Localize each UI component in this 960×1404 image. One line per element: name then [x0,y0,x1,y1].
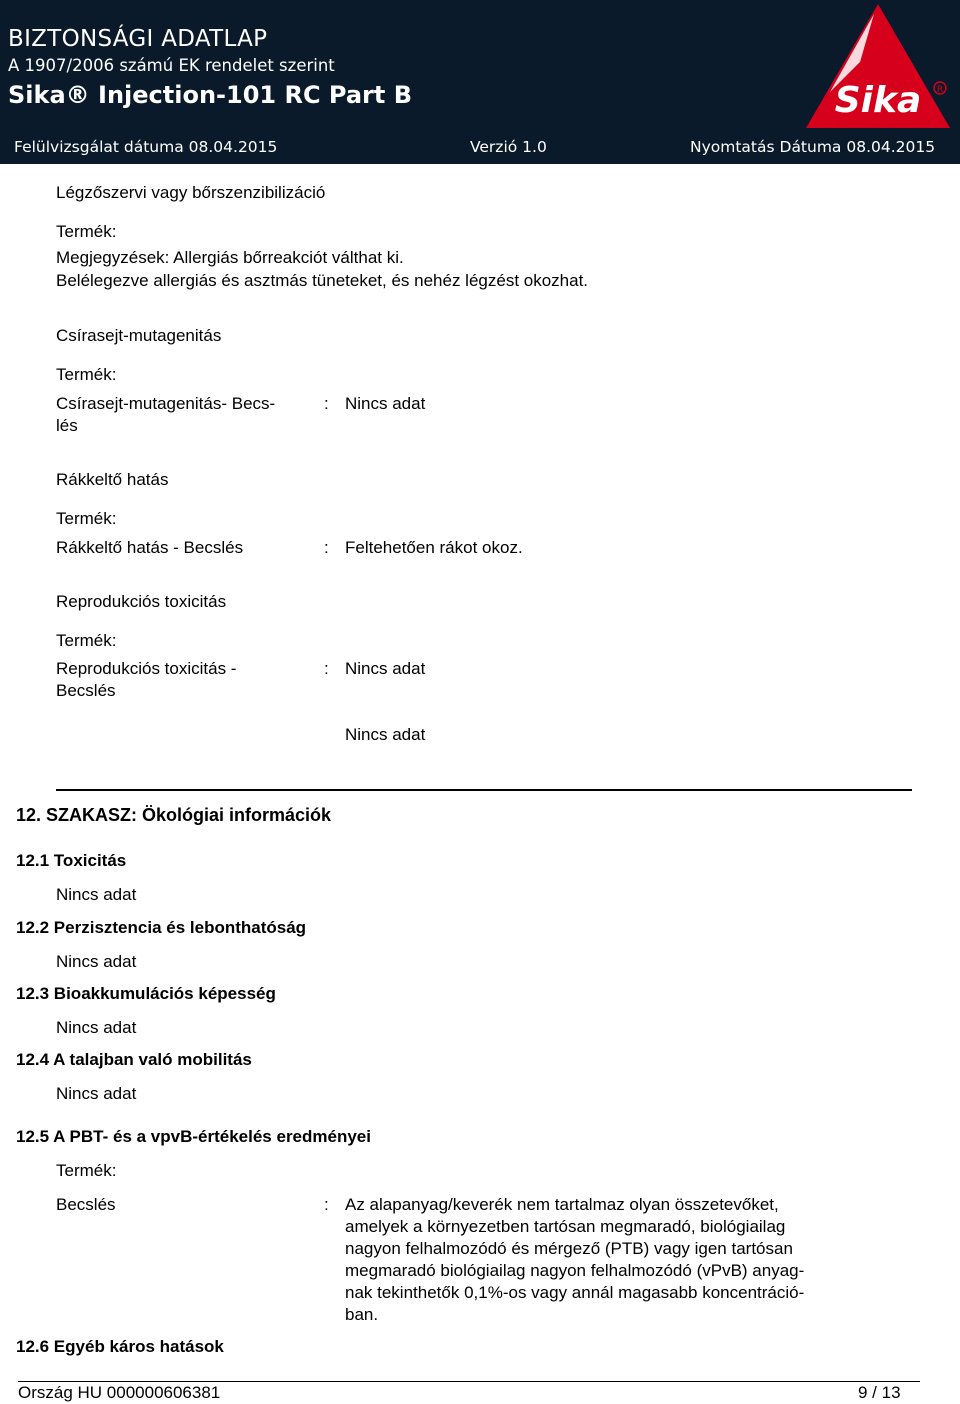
toxicity-heading: 12.1 Toxicitás [16,851,127,870]
repro-heading: Reprodukciós toxicitás [56,592,227,611]
document-header [0,0,960,164]
resp-product-label: Termék: [56,222,117,241]
pbt-label: Becslés [56,1195,116,1214]
bioaccumulation-value: Nincs adat [56,1018,137,1037]
resp-heading: Légzőszervi vagy bőrszenzibilizáció [56,183,326,202]
pbt-heading: 12.5 A PBT- és a vpvB-értékelés eredményei [16,1127,371,1146]
footer-page-number: 9 / 13 [858,1383,901,1402]
pbt-colon: : [324,1195,329,1214]
pbt-value [345,1194,875,1326]
pbt-value-line: megmaradó biológiailag nagyon felhalmozódó (vPvB) anyag- [345,1261,805,1280]
svg-text:R: R [936,85,944,95]
sika-logo [800,0,960,136]
resp-note-line2: Belélegezve allergiás és asztmás tüneteket, és nehéz légzést okozhat. [56,271,589,290]
persistence-value: Nincs adat [56,952,137,971]
germ-label-line2: lés [56,416,78,435]
toxicity-value: Nincs adat [56,885,137,904]
section-divider [56,789,912,791]
repro-extra-value: Nincs adat [345,725,426,744]
regulation-reference: A 1907/2006 számú EK rendelet szerint [8,56,335,75]
germ-label-line1: Csírasejt-mutagenitás- Becs- [56,394,276,413]
germ-product-label: Termék: [56,365,117,384]
bioaccumulation-heading: 12.3 Bioakkumulációs képesség [16,984,276,1003]
repro-colon: : [324,659,329,678]
pbt-value-line: Az alapanyag/keverék nem tartalmaz olyan összetevőket, [345,1195,779,1214]
repro-value: Nincs adat [345,659,426,678]
print-date: Nyomtatás Dátuma 08.04.2015 [690,138,936,156]
carc-colon: : [324,538,329,557]
repro-product-label: Termék: [56,631,117,650]
footer-country: Ország HU 000000606381 [18,1383,221,1402]
mobility-heading: 12.4 A talajban való mobilitás [16,1050,252,1069]
pbt-value-line: amelyek a környezetben tartósan megmaradó, biológiailag [345,1217,786,1236]
repro-label-line2: Becslés [56,681,116,700]
germ-value: Nincs adat [345,394,426,413]
carc-value: Feltehetően rákot okoz. [345,538,523,557]
pbt-value-line: ban. [345,1305,379,1324]
revision-date: Felülvizsgálat dátuma 08.04.2015 [14,138,278,156]
pbt-value-line: nagyon felhalmozódó és mérgező (PTB) vagy igen tartósan [345,1239,793,1258]
pbt-value-line: nak tekinthetők 0,1%-os vagy annál magasabb koncentráció- [345,1283,805,1302]
version: Verzió 1.0 [470,138,547,156]
section-12-heading: 12. SZAKASZ: Ökológiai információk [16,805,332,825]
resp-note-line1: Megjegyzések: Allergiás bőrreakciót válthat ki. [56,248,404,267]
mobility-value: Nincs adat [56,1084,137,1103]
logo-wordmark: Sika [834,80,922,121]
germ-heading: Csírasejt-mutagenitás [56,326,222,345]
repro-label-line1: Reprodukciós toxicitás - [56,659,237,678]
carc-label: Rákkeltő hatás - Becslés [56,538,244,557]
other-effects-heading: 12.6 Egyéb káros hatások [16,1337,224,1356]
germ-colon: : [324,394,329,413]
product-name: Sika® Injection-101 RC Part B [8,81,413,109]
pbt-product-label: Termék: [56,1161,117,1180]
carc-heading: Rákkeltő hatás [56,470,169,489]
persistence-heading: 12.2 Perzisztencia és lebonthatóság [16,918,307,937]
carc-product-label: Termék: [56,509,117,528]
document-title: BIZTONSÁGI ADATLAP [8,26,268,52]
